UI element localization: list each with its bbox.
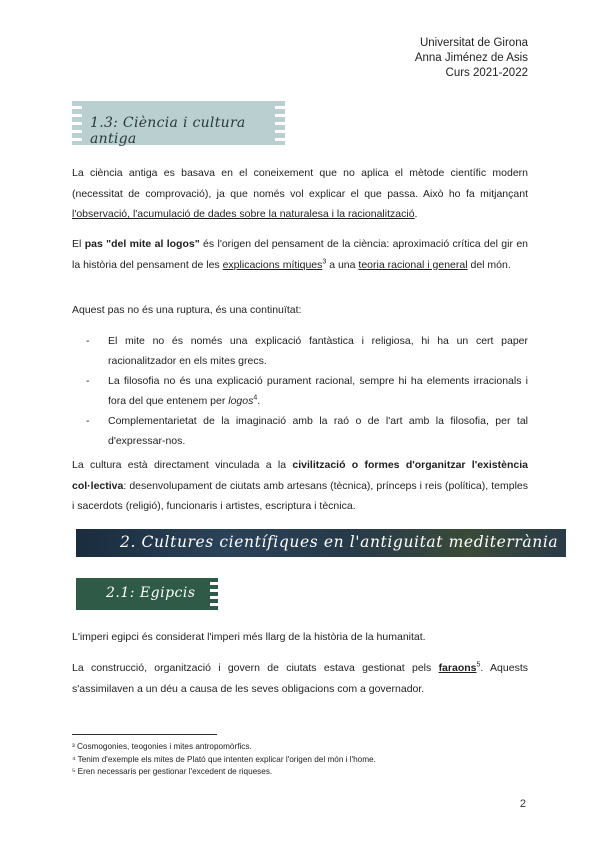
footnote-3: ³ Cosmogonies, teogonies i mites antropomòrfics. (72, 742, 252, 751)
paragraph-5: L'imperi egipci és considerat l'imperi més llarg de la història de la humanitat. (72, 631, 426, 643)
footnote-divider (72, 734, 217, 735)
section-2-banner (76, 529, 566, 557)
paragraph-1: La ciència antiga es basava en el coneixement que no aplica el mètode científic modern (necessitat de comprovació), ja que només vol explicar el que passa. Això ho fa mitjançant l'observació, l'acumulació de dades sobre la naturalesa i la racionalització. (72, 167, 528, 220)
footnote-5: ⁵ Eren necessaris per gestionar l'excedent de riqueses. (72, 767, 273, 776)
section-2-1-banner (76, 578, 212, 610)
list-item: - Complementarietat de la imaginació amb la raó o de l'art amb la filosofia, per tal d'expressar-nos. (86, 411, 528, 451)
paragraph-6: La construcció, organització i govern de ciutats estava gestionat pels faraons$^5$. Aquests s'assimilaven a un déu a causa de les seves obligacions com a governador. (72, 661, 528, 695)
section-1-3-title: 1.3: Ciència i cultura antiga (90, 115, 246, 147)
list-item: - La filosofia no és una explicació purament racional, sempre hi ha elements irracionals i fora del que entenem per logos$^4$. (86, 371, 528, 411)
section-2-title: 2. Cultures científiques en l'antiguitat mediterrània (120, 533, 559, 551)
footnotes (72, 741, 376, 779)
institution: Universitat de Girona (419, 37, 528, 49)
bold-phrase: pas "del mite al logos" (84, 238, 200, 250)
faraons-term: faraons (438, 662, 477, 674)
course: Curs 2021-2022 (445, 67, 528, 79)
footnote-ref-3: 3 (322, 258, 327, 265)
bold-phrase: civilització o formes d'organitzar l'existència col·lectiva (72, 459, 528, 492)
footnote-ref-4: 4 (253, 394, 258, 402)
section-1-3-banner (76, 101, 281, 145)
paragraph-4: La cultura està directament vinculada a la civilització o formes d'organitzar l'existència col·lectiva: desenvolupament de ciutats amb artesans (tècnica), prínceps i reis (política), temples i sacerdots (religió), funcionaris i artistes, escriptura i tècnica. (72, 459, 528, 512)
list-item: - El mite no és només una explicació fantàstica i religiosa, hi ha un cert paper racionalitzador en els mites grecs. (86, 331, 528, 371)
footnote-4: ⁴ Tenim d'exemple els mites de Plató que intenten explicar l'origen del món i l'home. (72, 754, 376, 764)
section-2-1-title: 2.1: Egipcis (106, 585, 196, 601)
paragraph-2: El pas "del mite al logos" és l'origen del pensament de la ciència: aproximació crítica del gir en la història del pensament de les explicacions mítiques$^3$ a una teoria racional i general del món. (72, 238, 528, 271)
page-number: 2 (519, 798, 526, 810)
paragraph-3: Aquest pas no és una ruptura, és una continuïtat: (72, 304, 302, 316)
underlined-phrase: l'observació, l'acumulació de dades sobre la naturalesa i la racionalització (72, 208, 415, 220)
dash-list (86, 331, 528, 451)
author: Anna Jiménez de Asis (414, 52, 528, 64)
page-header (415, 36, 528, 81)
footnote-ref-5: 5 (476, 661, 481, 669)
